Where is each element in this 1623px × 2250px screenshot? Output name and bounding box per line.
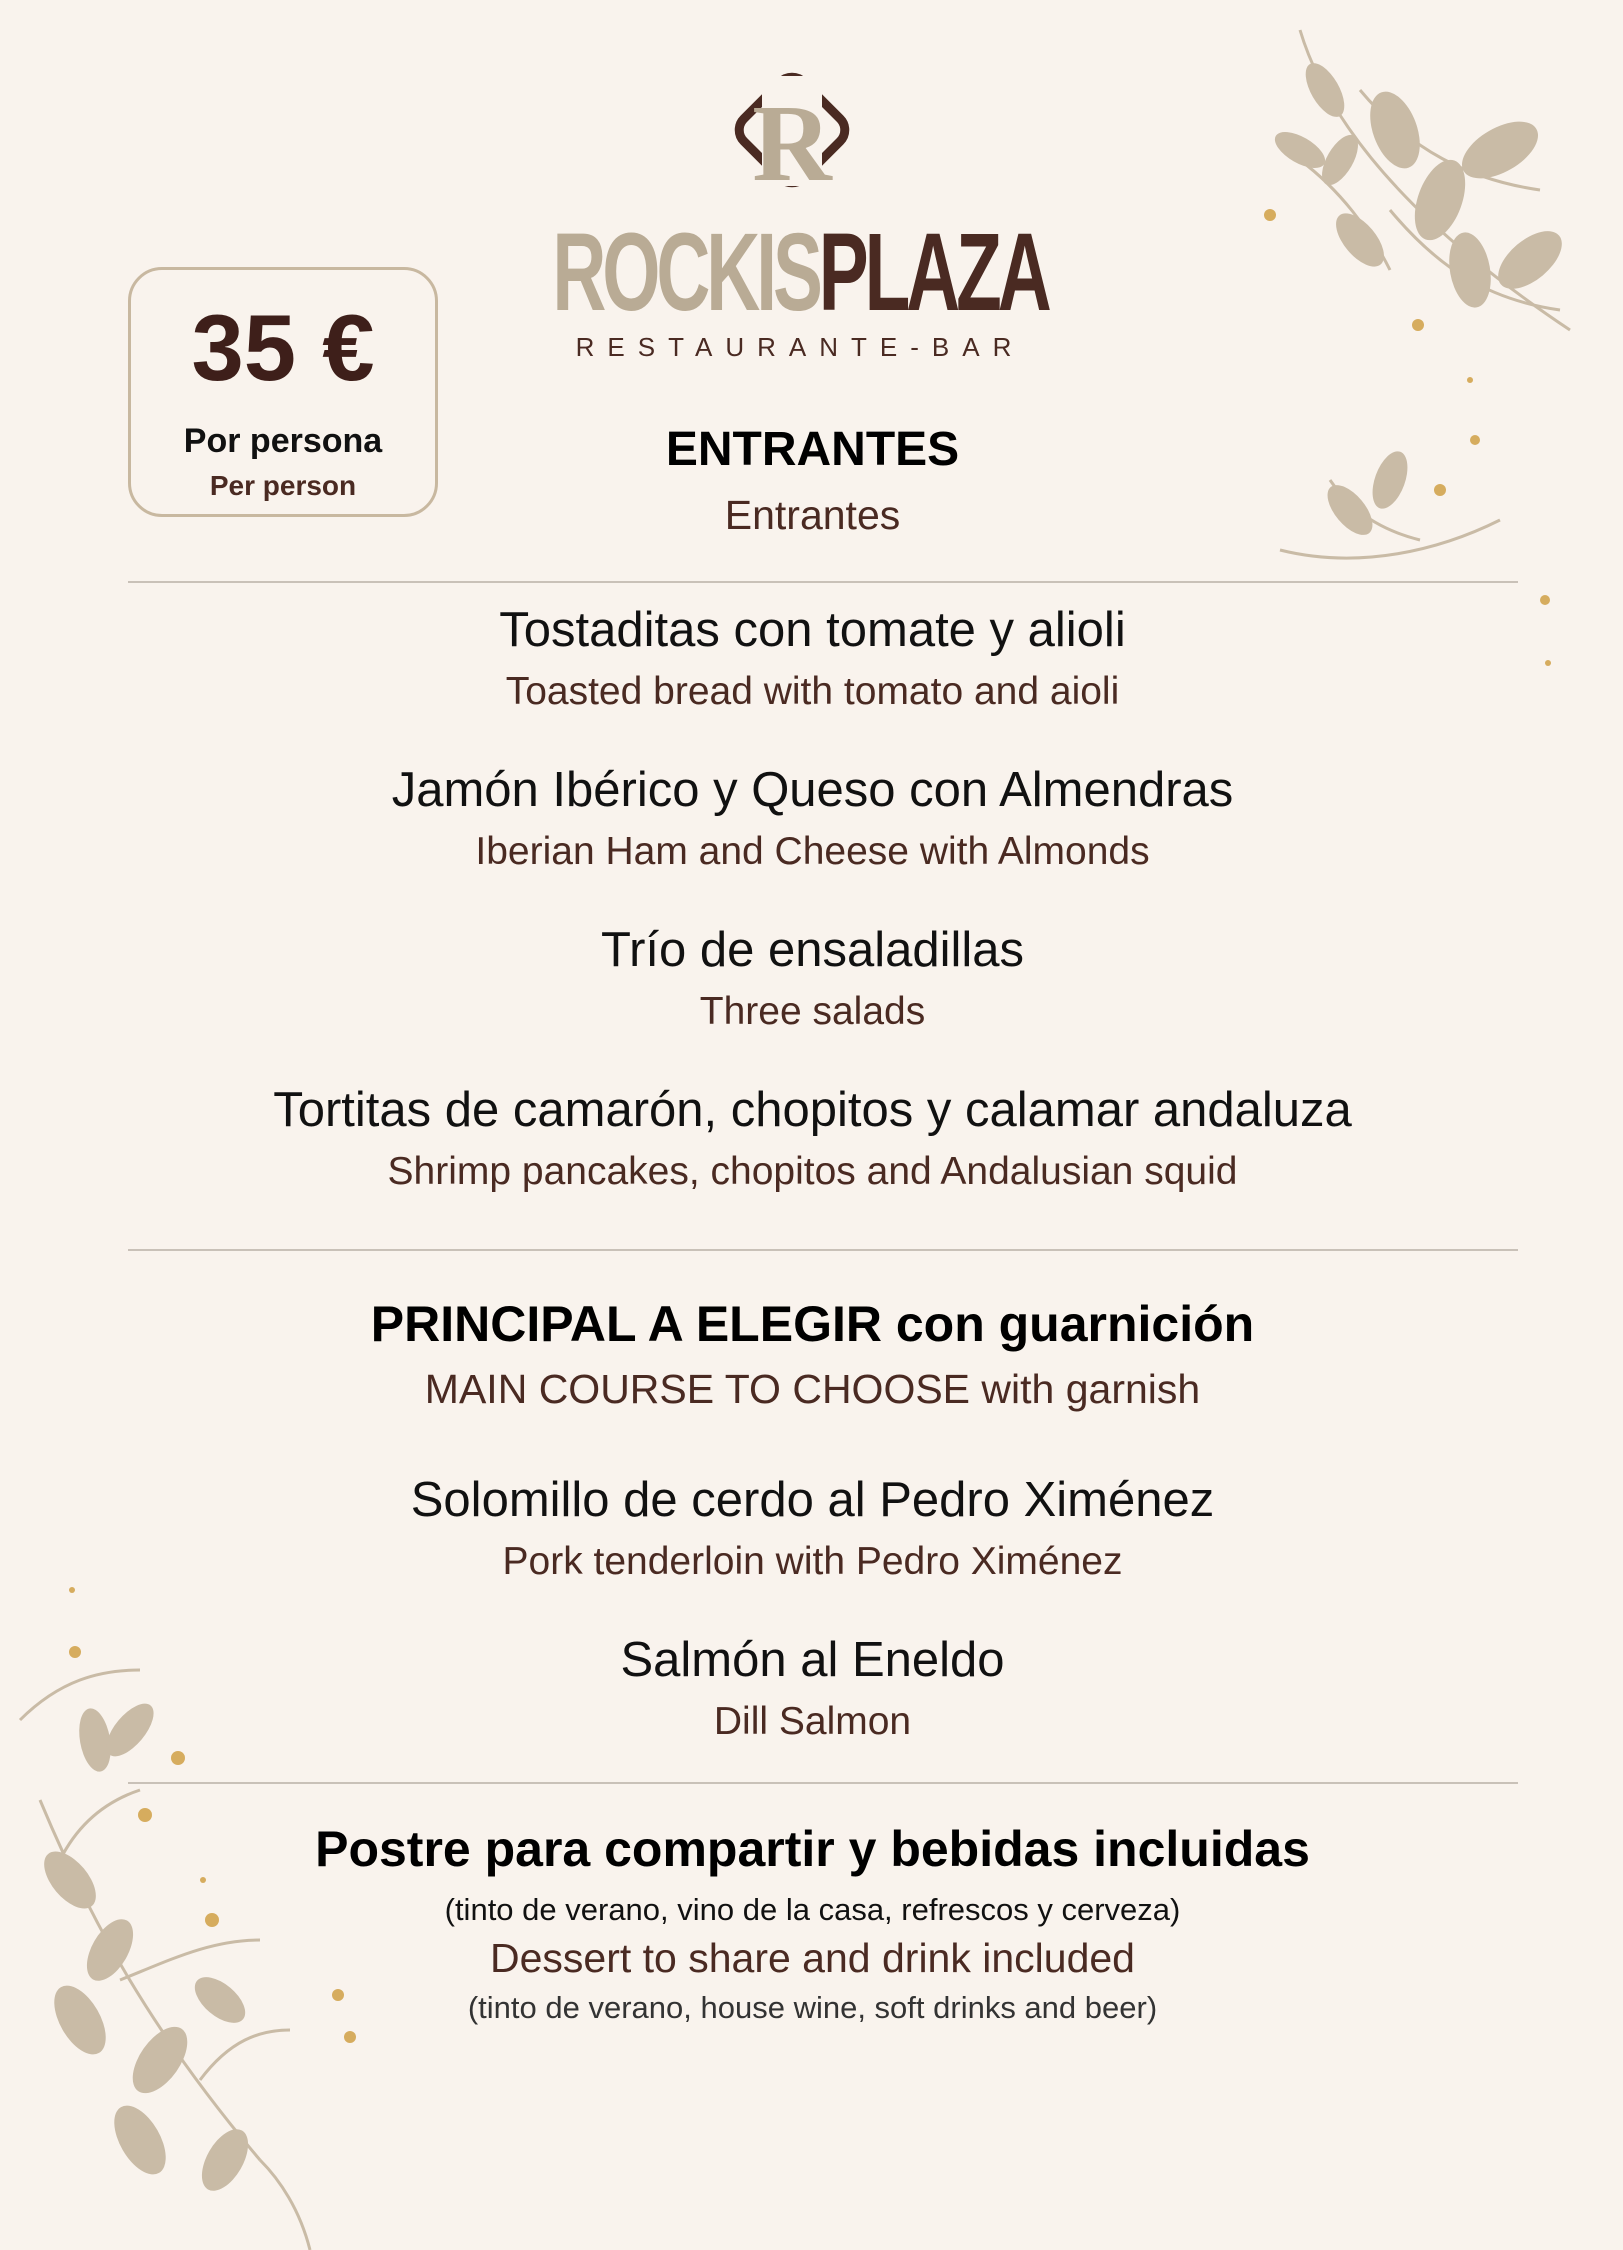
price-value: 35 € [191, 295, 375, 400]
starters-subtitle: Entrantes [724, 492, 901, 538]
dish-name: Tostaditas con tomate y alioli [499, 603, 1126, 657]
logo-name [540, 215, 1060, 330]
logo-name-part1: ROCKIS [552, 215, 819, 330]
dessert-subtitle: Dessert to share and drink included [490, 1935, 1135, 1981]
dish-name: Trío de ensaladillas [600, 923, 1025, 977]
logo-tagline: RESTAURANTE-BAR [575, 332, 1025, 362]
leaf-branch-decoration-top [1240, 10, 1623, 690]
dish-translation: Three salads [699, 990, 926, 1033]
dessert-note-en: (tinto de verano, house wine, soft drinks and beer) [467, 1990, 1158, 2025]
divider [128, 1782, 1518, 1784]
dish-name: Salmón al Eneldo [620, 1633, 1005, 1687]
dish-name: Jamón Ibérico y Queso con Almendras [391, 763, 1234, 817]
price-label-es: Por persona [183, 422, 383, 460]
main-course-title: PRINCIPAL A ELEGIR con guarnición [370, 1296, 1255, 1352]
dish-translation: Dill Salmon [713, 1700, 912, 1743]
logo-monogram-letter: R [752, 82, 832, 200]
main-course-subtitle: MAIN COURSE TO CHOOSE with garnish [424, 1366, 1201, 1412]
divider [128, 1249, 1518, 1251]
price-label-en: Per person [209, 470, 357, 501]
dish-name: Tortitas de camarón, chopitos y calamar andaluza [273, 1083, 1352, 1137]
dish-translation: Pork tenderloin with Pedro Ximénez [502, 1540, 1123, 1583]
price-badge [128, 267, 438, 517]
dessert-note-es: (tinto de verano, vino de la casa, refrescos y cerveza) [444, 1892, 1181, 1927]
divider [128, 581, 1518, 583]
dish-translation: Shrimp pancakes, chopitos and Andalusian squid [387, 1150, 1238, 1193]
logo-monogram [722, 70, 862, 200]
dish-translation: Iberian Ham and Cheese with Almonds [475, 830, 1150, 873]
dish-name: Solomillo de cerdo al Pedro Ximénez [410, 1473, 1215, 1527]
logo-name-part2: PLAZA [818, 215, 1048, 330]
dish-translation: Toasted bread with tomato and aioli [505, 670, 1120, 713]
starters-title: ENTRANTES [665, 423, 960, 476]
dessert-title: Postre para compartir y bebidas incluidas [315, 1821, 1310, 1877]
